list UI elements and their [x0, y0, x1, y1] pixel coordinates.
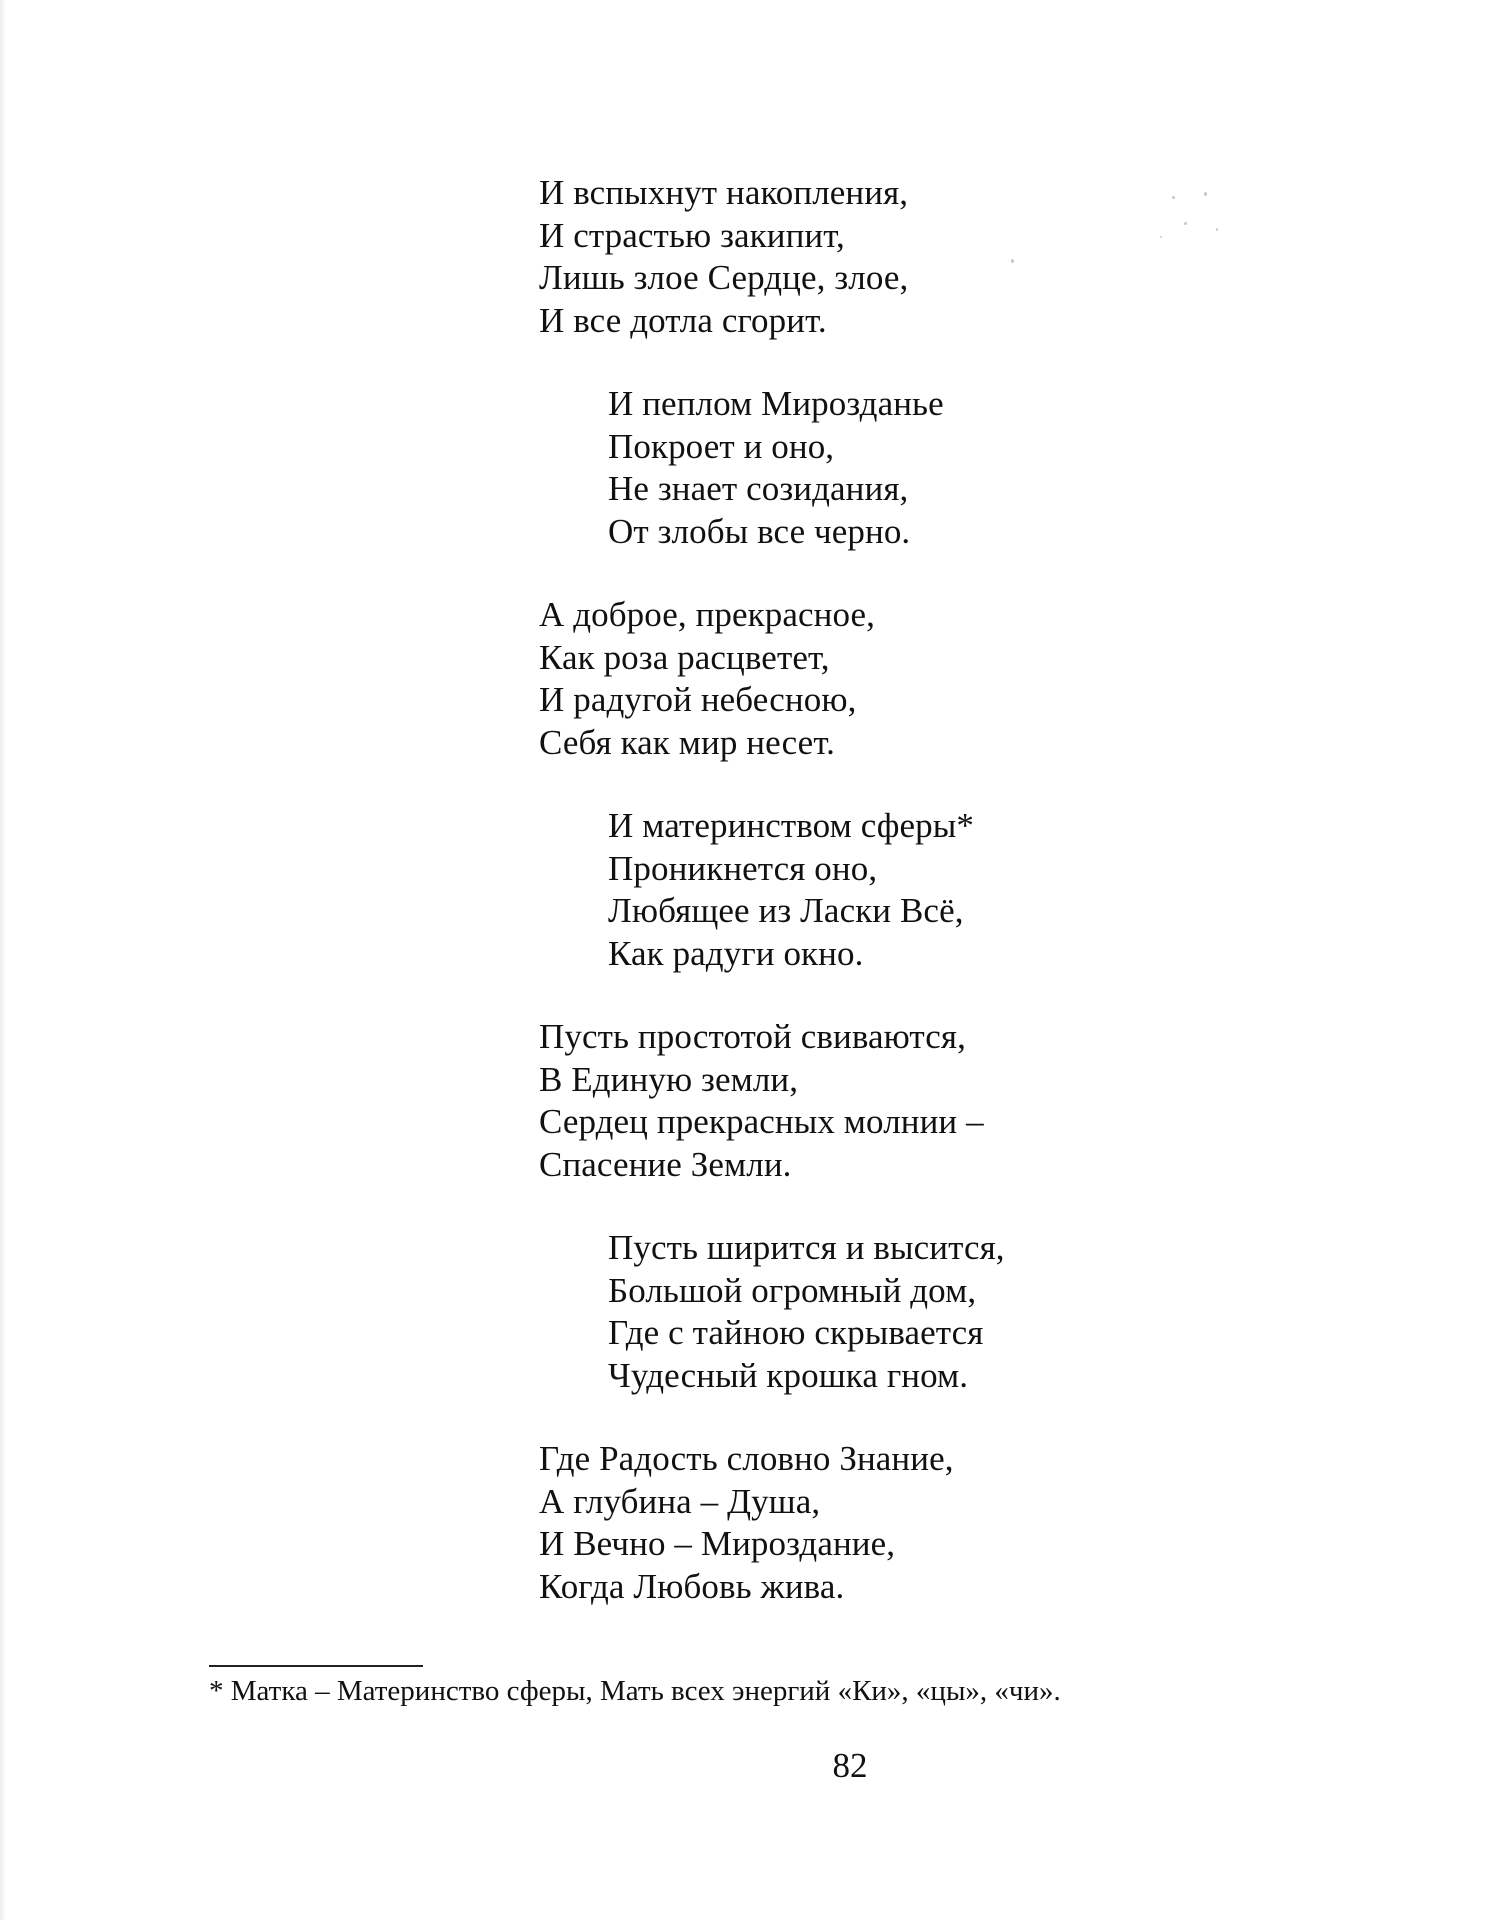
stanza — [539, 383, 1239, 553]
poem-line: А глубина – Душа, — [539, 1481, 821, 1521]
poem-line: Не знает созидания, — [608, 469, 909, 508]
poem-line: Пусть ширится и высится, — [608, 1228, 1005, 1267]
poem-line: Чудесный крошка гном. — [608, 1355, 969, 1395]
poem-line: Где с тайною скрывается — [608, 1313, 984, 1352]
poem-line: Пусть простотой свиваются, — [539, 1017, 966, 1056]
poem-line: Проникнется оно, — [608, 848, 878, 888]
poem-line: И материнством сферы* — [608, 806, 974, 845]
poem-line: И радугой небесною, — [539, 680, 857, 719]
poem-line: От злобы все черно. — [608, 511, 911, 551]
poem-line: И страстью закипит, — [539, 215, 845, 255]
stanza — [539, 805, 1239, 975]
poem-line: Когда Любовь жива. — [539, 1566, 845, 1606]
page-edge-shadow — [0, 0, 6, 1920]
poem-line: Любящее из Ласки Всё, — [608, 891, 964, 930]
poem-line: А доброе, прекрасное, — [539, 595, 875, 634]
poem-line: Спасение Земли. — [539, 1144, 792, 1184]
poem-line: Как роза расцветет, — [539, 637, 830, 677]
stanza — [539, 172, 1239, 342]
page-number: 82 — [832, 1746, 868, 1785]
poem-line: Большой огромный дом, — [608, 1270, 977, 1310]
poem-line: И пеплом Мирозданье — [608, 384, 944, 423]
poem-line: И все дотла сгорит. — [539, 300, 827, 340]
stanza — [539, 1016, 1239, 1186]
poem-line: Себя как мир несет. — [539, 722, 835, 762]
poem — [539, 172, 1239, 1649]
poem-line: Сердец прекрасных молнии – — [539, 1102, 984, 1141]
poem-line: И Вечно – Мироздание, — [539, 1524, 896, 1563]
footnote: * Матка – Материнство сферы, Мать всех энергий «Ки», «цы», «чи». — [209, 1675, 1061, 1707]
poem-line: В Единую земли, — [539, 1059, 799, 1099]
stanza — [539, 1438, 1239, 1608]
poem-line: Покроет и оно, — [608, 426, 835, 466]
stanza — [539, 1227, 1239, 1397]
poem-line: Где Радость словно Знание, — [539, 1439, 954, 1478]
stanza — [539, 594, 1239, 764]
poem-line: Лишь злое Сердце, злое, — [539, 258, 909, 297]
footnote-divider — [209, 1665, 423, 1667]
poem-line: И вспыхнут накопления, — [539, 173, 909, 212]
poem-line: Как радуги окно. — [608, 933, 864, 973]
